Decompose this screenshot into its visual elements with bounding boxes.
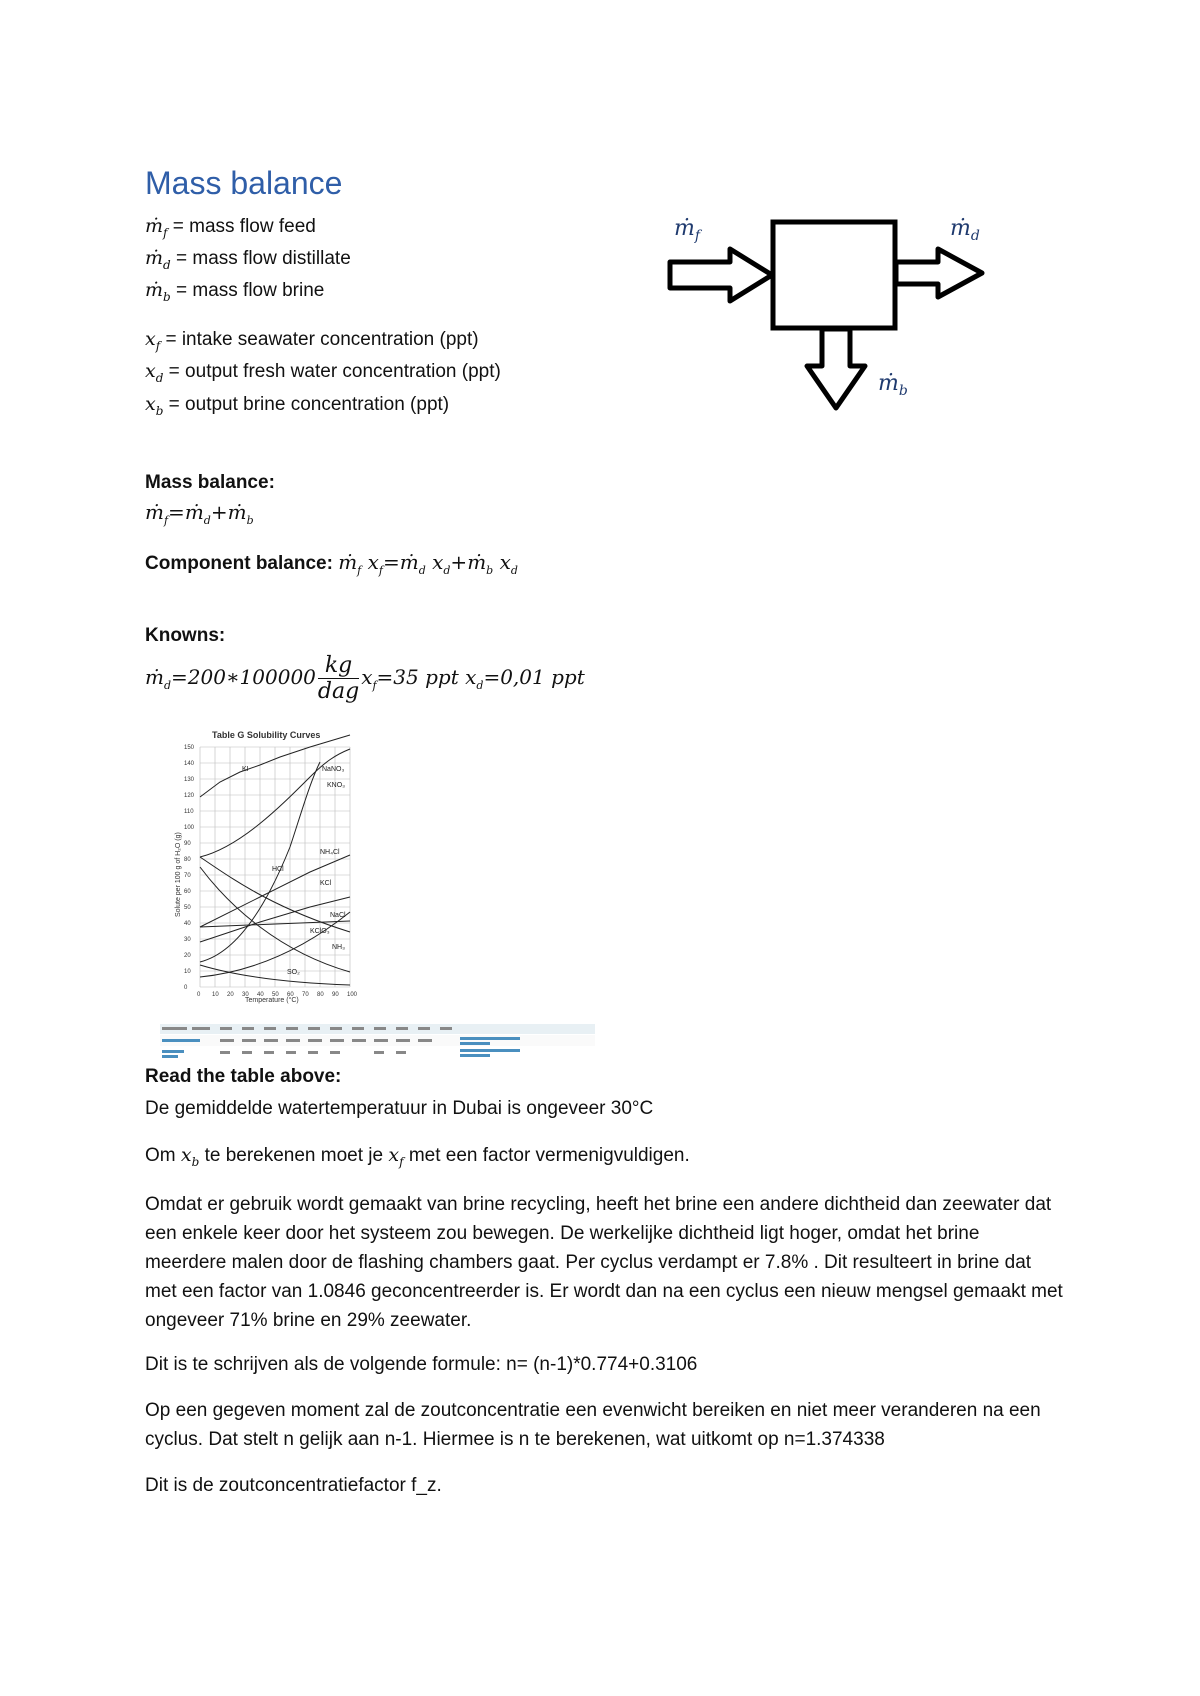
label-nano3: NaNO₃ — [322, 766, 345, 773]
symbol: ṁ — [145, 279, 164, 301]
y-tick-label: 20 — [184, 953, 191, 959]
solubility-table-image — [160, 1024, 595, 1060]
label-nh3: NH₃ — [332, 944, 345, 951]
x-tick-label: 0 — [197, 992, 201, 998]
y-tick-label: 40 — [184, 921, 191, 927]
label-ki: KI — [242, 766, 249, 773]
definition-mf — [145, 215, 316, 240]
brine-arrow — [807, 329, 865, 408]
y-tick-label: 110 — [184, 809, 194, 815]
symbol: x — [145, 393, 156, 415]
y-tick-label: 140 — [184, 761, 195, 767]
y-tick-label: 60 — [184, 889, 191, 895]
definition-text: = mass flow distillate — [170, 248, 351, 269]
subscript: b — [155, 403, 164, 418]
definition-text: = intake seawater concentration (ppt) — [160, 329, 479, 350]
y-tick-label: 80 — [184, 857, 191, 863]
component-balance — [145, 550, 518, 577]
paragraph-recycling: Omdat er gebruik wordt gemaakt van brine recycling, heeft het brine een andere dichtheid dan zeewater dat een enkele keer door het systeem zou bewegen. De werkelijke dichtheid ligt hoger, omdat het brine meerdere malen door de flashing chambers gaat. Per cyclus verdampt er 7.8% . Dit resulteert in brine dat met een factor van 1.0846 geconcentreerder is. Er wordt dan na een cyclus een nieuw mengsel gemaakt met ongeveer 71% brine en 29% zeewater. — [145, 1194, 1063, 1331]
label-feed: ṁ$_f$ — [674, 216, 701, 244]
y-tick-label: 30 — [184, 937, 191, 943]
x-tick-label: 100 — [347, 992, 358, 998]
page-title: Mass balance — [145, 165, 343, 201]
label-distillate: ṁ$_d$ — [950, 216, 980, 244]
y-tick-label: 150 — [184, 745, 195, 751]
definition-text: = mass flow feed — [167, 216, 316, 237]
paragraph-factor-intro: Om $x_b$ te berekenen moet je $x_f$ met een factor vermenigvuldigen. — [145, 1144, 690, 1169]
x-tick-label: 70 — [302, 992, 309, 998]
y-tick-label: 90 — [184, 841, 191, 847]
subscript: f — [155, 338, 161, 353]
symbol: ṁ — [145, 247, 164, 269]
y-tick-label: 100 — [184, 825, 195, 831]
paragraph-temperature: De gemiddelde watertemperatuur in Dubai is ongeveer 30°C — [145, 1098, 654, 1119]
read-table-label: Read the table above: — [145, 1066, 342, 1087]
symbol: x — [145, 328, 156, 350]
y-tick-label: 130 — [184, 777, 195, 783]
y-tick-label: 120 — [184, 793, 195, 799]
y-tick-label: 10 — [184, 969, 191, 975]
x-tick-label: 90 — [332, 992, 339, 998]
label-so2: SO₂ — [287, 969, 300, 976]
distillate-arrow — [896, 249, 982, 297]
definition-md — [145, 247, 351, 272]
x-tick-label: 50 — [272, 992, 279, 998]
x-tick-label: 40 — [257, 992, 264, 998]
x-tick-label: 60 — [287, 992, 294, 998]
knowns-label: Knowns: — [145, 625, 226, 646]
definition-text: = mass flow brine — [170, 280, 325, 301]
label-nacl: NaCl — [330, 912, 346, 919]
x-tick-label: 10 — [212, 992, 219, 998]
subscript: b — [163, 289, 171, 304]
chart-xlabel: Temperature (°C) — [245, 997, 299, 1004]
definition-text: = output brine concentration (ppt) — [163, 394, 450, 415]
y-tick-label: 50 — [184, 905, 191, 911]
definition-mb — [145, 279, 324, 304]
symbol: ṁ — [145, 215, 164, 237]
fraction: $\frac{kg}{\text{dag}}$ — [317, 653, 360, 704]
component-balance-equation: ṁ$_f$ $x_f=ṁ_d$ $x_d+ṁ_b$ $x_d$ — [338, 550, 518, 577]
mass-balance-equation: ṁ$_f$=ṁ$_d$+ṁ$_b$ — [145, 500, 254, 527]
paragraph-factor: Dit is de zoutconcentratiefactor f_z. — [145, 1475, 442, 1496]
label-kclo3: KClO₃ — [310, 928, 330, 935]
label-kno3: KNO₃ — [327, 782, 346, 789]
definition-xb — [145, 393, 449, 418]
subscript: d — [163, 257, 171, 272]
knowns-equation: ṁ$_d$=200∗100000 $\frac{kg}{\text{dag}}$ $x_f=35$ ppt $x_d=0,01$ ppt — [145, 653, 585, 704]
label-nh4cl: NH₄Cl — [320, 849, 340, 856]
label-hcl: HCl — [272, 866, 284, 873]
subscript: f — [163, 225, 168, 240]
y-tick-label: 70 — [184, 873, 191, 879]
paragraph-equilibrium: Op een gegeven moment zal de zoutconcentratie een evenwicht bereiken en niet meer veranderen na een cyclus. Dat stelt n gelijk aan n-1. Hiermee is n te berekenen, wat uitkomt op n=1.374338 — [145, 1400, 1041, 1450]
chart-ylabel: Solute per 100 g of H₂O (g) — [175, 832, 182, 917]
curve-labels — [242, 766, 346, 976]
y-tick-label: 0 — [184, 985, 188, 991]
label-brine: ṁ$_b$ — [878, 371, 908, 399]
definition-xd — [145, 360, 501, 385]
component-balance-label: Component balance: — [145, 553, 333, 574]
x-tick-label: 80 — [317, 992, 324, 998]
process-diagram — [660, 205, 1000, 415]
label-kcl: KCl — [320, 880, 332, 887]
solubility-chart — [160, 727, 370, 1007]
subscript: d — [155, 370, 164, 385]
chart-title: Table G Solubility Curves — [212, 730, 321, 740]
definition-text: = output fresh water concentration (ppt) — [163, 361, 501, 382]
mass-balance-label: Mass balance: — [145, 472, 275, 493]
definition-xf — [145, 328, 479, 353]
feed-arrow — [670, 249, 772, 301]
paragraph-formula: Dit is te schrijven als de volgende formule: n= (n-1)*0.774+0.3106 — [145, 1354, 698, 1375]
x-tick-label: 20 — [227, 992, 234, 998]
x-tick-label: 30 — [242, 992, 249, 998]
symbol: x — [145, 360, 156, 382]
process-box — [773, 222, 895, 328]
